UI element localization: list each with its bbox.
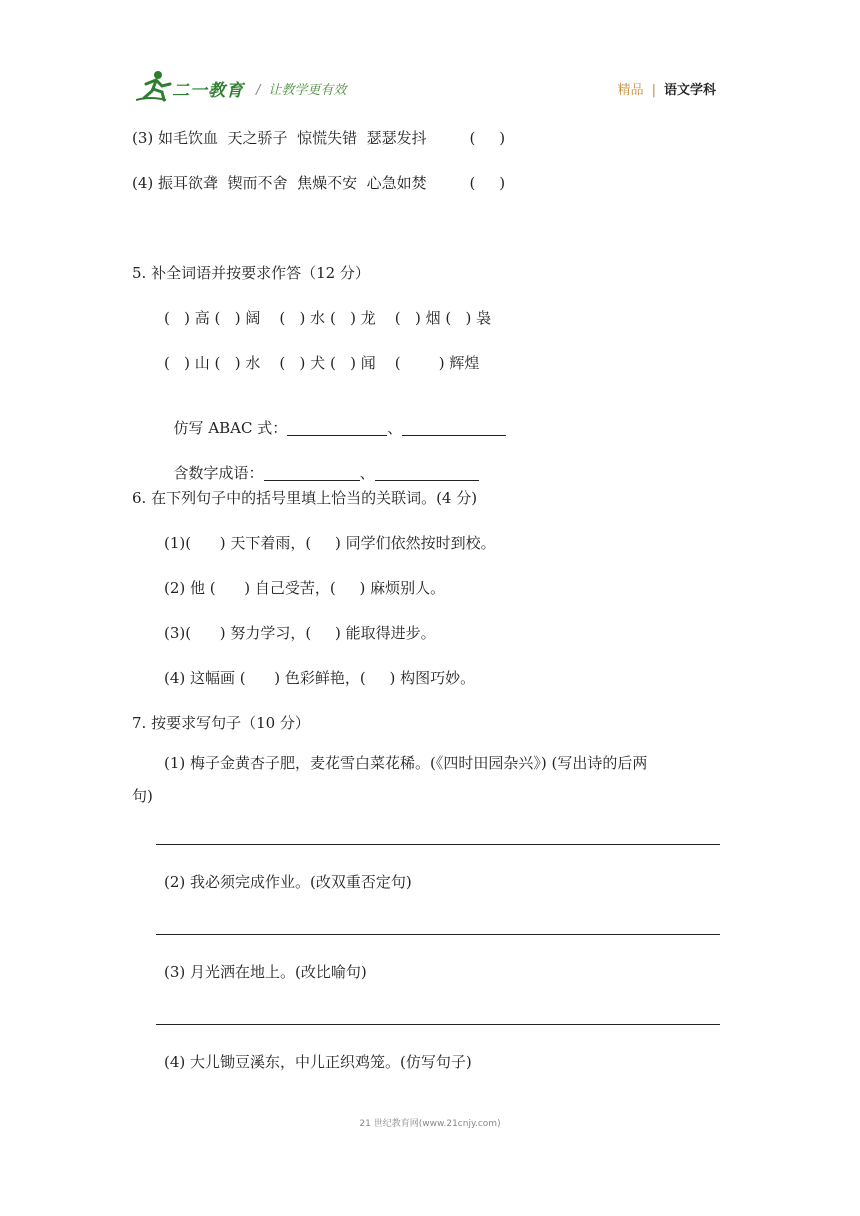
abac-blank-2[interactable]	[402, 421, 506, 436]
q5-row-2: ( ) 山 ( ) 水 ( ) 犬 ( ) 闻 ( ) 辉煌	[164, 354, 480, 372]
slogan	[256, 79, 346, 98]
q6-title: 6. 在下列句子中的括号里填上恰当的关联词。(4 分)	[132, 489, 478, 507]
abac-comma: 、	[387, 419, 403, 437]
q7-answer-line-3[interactable]	[156, 1024, 720, 1025]
q4-row-3: (4) 振耳欲聋 锲而不舍 焦燥不安 心急如焚 ( )	[132, 174, 506, 192]
subject-tag	[618, 79, 716, 98]
q7-answer-line-2[interactable]	[156, 934, 720, 935]
subject-label: 语文学科	[663, 83, 716, 98]
q6-item-1: (1)( ) 天下着雨，( ) 同学们依然按时到校。	[164, 534, 496, 552]
abac-blank-1[interactable]	[287, 421, 387, 436]
q7-answer-line-1[interactable]	[156, 844, 720, 845]
quality-tag: 精品	[617, 83, 644, 98]
q7-title: 7. 按要求写句子（10 分）	[132, 714, 310, 732]
number-idiom-label: 含数字成语：	[173, 464, 264, 482]
q5-number-idioms	[164, 443, 479, 483]
slogan-slash: /	[256, 83, 261, 98]
number-idiom-comma: 、	[359, 464, 375, 482]
q7-item-1-line-2: 句)	[132, 787, 153, 805]
logo	[136, 70, 246, 102]
q6-item-2: (2) 他 ( ) 自己受苦，( ) 麻烦别人。	[164, 579, 446, 597]
q4-row-2: (3) 如毛饮血 天之骄子 惊慌失错 瑟瑟发抖 ( )	[132, 129, 506, 147]
page-header	[136, 70, 716, 104]
q6-item-4: (4) 这幅画 ( ) 色彩鲜艳，( ) 构图巧妙。	[164, 669, 476, 687]
number-idiom-blank-2[interactable]	[375, 466, 479, 481]
q5-title: 5. 补全词语并按要求作答（12 分）	[132, 264, 370, 282]
slogan-text: 让教学更有效	[268, 83, 347, 98]
q7-item-1-line-1: (1) 梅子金黄杏子肥，麦花雪白菜花稀。(《四时田园杂兴》) (写出诗的后两	[164, 754, 648, 772]
page-footer: 21 世纪教育网(www.21cnjy.com)	[359, 1119, 501, 1129]
q7-item-4: (4) 大儿锄豆溪东，中儿正织鸡笼。(仿写句子)	[164, 1053, 472, 1071]
abac-label: 仿写 ABAC 式：	[173, 419, 288, 437]
q6-item-3: (3)( ) 努力学习，( ) 能取得进步。	[164, 624, 436, 642]
q7-item-2: (2) 我必须完成作业。(改双重否定句)	[164, 873, 412, 891]
logo-text: 二一教育	[172, 81, 244, 101]
runner-logo-icon	[136, 70, 176, 102]
number-idiom-blank-1[interactable]	[264, 466, 360, 481]
q5-row-1: ( ) 高 ( ) 阔 ( ) 水 ( ) 龙 ( ) 烟 ( ) 袅	[164, 309, 492, 327]
q5-abac	[164, 398, 506, 438]
q7-item-3: (3) 月光洒在地上。(改比喻句)	[164, 963, 367, 981]
tag-separator: |	[651, 83, 656, 98]
